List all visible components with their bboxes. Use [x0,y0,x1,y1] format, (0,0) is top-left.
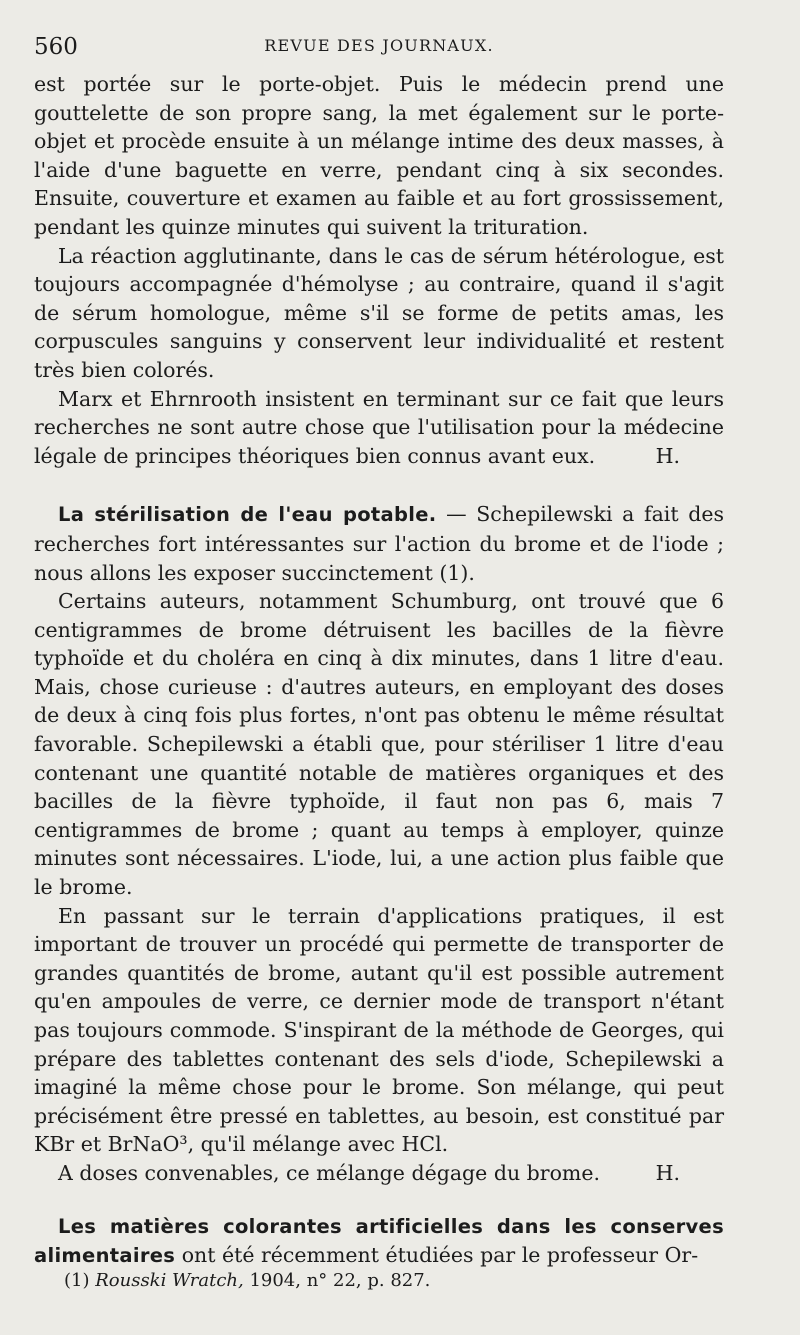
page-number: 560 [34,34,78,60]
paragraph-doses: Certains auteurs, notamment Schumburg, ont trouvé que 6 centigrammes de brome détruisent les bacilles de la fièvre typhoïde et du choléra en cinq à dix minutes, dans 1 litre d'eau. Mais, chose curieuse : d'autres auteurs, en employant des doses de deux à cinq fois plus fortes, n'ont pas obtenu le même résultat favorable. Schepilewski a établi que, pour stériliser 1 litre d'eau contenant une quantité notable de matières organiques et des bacilles de la fièvre typhoïde, il faut non pas 6, mais 7 centigrammes de brome ; quant au temps à employer, quinze minutes sont nécessaires. L'iode, lui, a une action plus faible que le brome. [34,589,724,900]
page-header [34,30,724,66]
running-head: REVUE DES JOURNAUX. [264,36,494,55]
paragraph-agglutination: La réaction agglutinante, dans le cas de sérum hétérologue, est toujours accompagnée d'hémolyse ; au contraire, quand il s'agit de sérum homologue, même s'il se forme de petits amas, les corpuscules sanguins y conservent leur individualité et restent très bien colorés. [34,243,724,382]
footnote-source: Rousski Wratch, [95,1270,244,1291]
article-heading: La stérilisation de l'eau potable. [58,503,437,527]
footnote-marker: (1) [64,1270,96,1291]
footnote-detail: 1904, n° 22, p. 827. [243,1270,431,1291]
body-text [34,70,724,1271]
paragraph-text: A doses convenables, ce mélange dégage du brome. [58,1160,601,1185]
footnote [64,1268,724,1294]
author-signature: H. [655,1160,680,1185]
article-colorants-intro [34,1212,724,1271]
paragraph-transport: En passant sur le terrain d'applications pratiques, il est important de trouver un procédé qui permette de transporter de grandes quantités de brome, autant qu'il est possible autrement qu'en ampoules de verre, ce dernier mode de transport n'étant pas toujours commode. S'inspirant de la méthode de Georges, qui prépare des tablettes contenant des sels d'iode, Schepilewski a imaginé la même chose pour le brome. Son mélange, qui peut précisément être pressé en tablettes, au besoin, est constitué par KBr et BrNaO³, qu'il mélange avec HCl. [34,903,724,1157]
article-intro-text: ont été récemment étudiées par le professeur Or- [175,1243,699,1268]
paragraph-marx-ehrnrooth [34,385,724,471]
article-sterilisation-intro [34,500,724,587]
article-intro-text: — Schepilewski a fait des recherches fort intéressantes sur l'action du brome et de l'iode ; nous allons les exposer succinctement (1). [34,502,724,585]
paragraph-text: Marx et Ehrnrooth insistent en terminant sur ce fait que leurs recherches ne sont autre chose que l'utilisation pour la médecine légale de principes théoriques bien connus avant eux. [34,386,724,468]
article-heading: Les matières colorantes artificielles dans les conserves alimentaires [34,1214,724,1268]
paragraph-conclusion [34,1159,724,1188]
author-signature: H. [655,443,680,468]
paragraph-continued: est portée sur le porte-objet. Puis le médecin prend une gouttelette de son propre sang, la met également sur le porte-objet et procède ensuite à un mélange intime des deux masses, à l'aide d'une baguette en verre, pendant cinq à six secondes. Ensuite, couverture et examen au faible et au fort grossissement, pendant les quinze minutes qui suivent la trituration. [34,72,724,239]
